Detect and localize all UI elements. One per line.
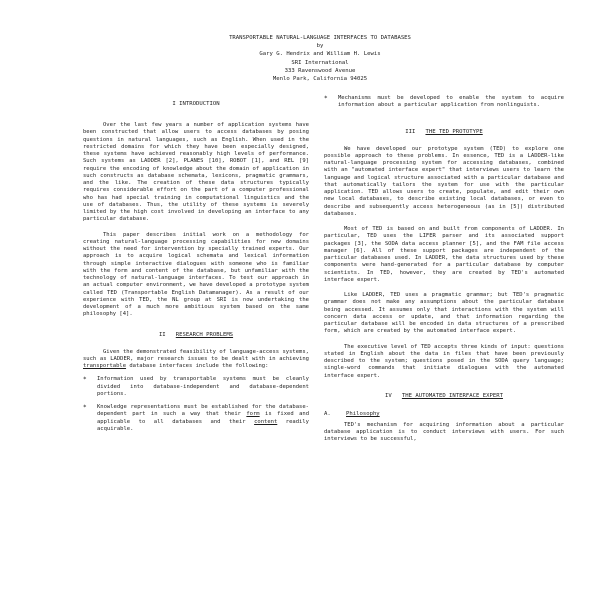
paragraph: Given the demonstrated feasibility of language-access systems, such as LADDER, major research issues to be dealt with in achieving transportable database interfaces include the following: [83, 348, 309, 369]
subsection-heading-philosophy [324, 410, 564, 418]
paragraph: We have developed our prototype system (TED) to explore one possible approach to these problems. In essence, TED is a LADDER-like natural-language processing system for accessing databases, combined with an "automated interface expert" that interviews users to learn the language and logical structure associated with a particular database and that automatically tailors the system for use with the particular application. TED allows users to create, populate, and edit their own new local databases, to describe existing local databases, or even to describe and subsequently access heterogeneous (as in [5]) distributed databases. [324, 145, 564, 217]
paper-title: TRANSPORTABLE NATURAL-LANGUAGE INTERFACES TO DATABASES [229, 35, 411, 41]
right-column [324, 95, 564, 594]
authors: Gary G. Hendrix and William H. Lewis [259, 51, 381, 58]
paragraph: TED's mechanism for acquiring information about a particular database application is to conduct interviews with users. For such interviews to be successful, [324, 421, 564, 443]
subsection-title: Philosophy [346, 410, 380, 417]
paragraph: The executive level of TED accepts three kinds of input: questions stated in English about the data in files that have been previously described to the system; questions posed in the SODA query language; single-word commands that initiate dialogues with the automated interface expert. [324, 343, 564, 379]
section-number: IV [385, 392, 392, 399]
section-title: THE TED PROTOTYPE [425, 128, 483, 135]
bullet-marker: * [83, 376, 87, 384]
paragraph: Like LADDER, TED uses a pragmatic grammar; but TED's pragmatic grammar does not make any assumptions about the particular database being accessed. It assumes only that interactions with the system will concern data access or update, and that information regarding the particular database will be encoded in data structures of a prescribed form, which are created by the automated interface expert. [324, 292, 564, 335]
section-heading-automated-interface-expert [324, 392, 564, 400]
section-title: RESEARCH PROBLEMS [175, 331, 234, 338]
street-address: 333 Ravenswood Avenue [284, 67, 356, 74]
list-item: * Mechanisms must be developed to enable the system to acquire information about a particular application from nonlinguists. [324, 95, 564, 109]
by-line: by [316, 43, 324, 50]
bullet-marker: * [324, 95, 328, 102]
paragraph: Over the last few years a number of application systems have been constructed that allow users to access databases by posing questions in natural languages, such as English. When used in the restricted domains for which they have been especially designed, these systems have achieved reasonably high levels of performance. Such systems as LADDER [2], PLANES [10], ROBOT [1], and REL [9] require the encoding of knowledge about the domain of application in such constructs as database schemata, lexicons, pragmatic grammars, and the like. The creation of these data structures typically requires considerable effort on the part of a computer professional who has had special training in computational linguistics and the use of databases. Thus, the utility of these systems is severely limited by the high cost involved in developing an interface to any particular database. [83, 122, 309, 223]
list-item: * Knowledge representations must be established for the database-dependent part in such a way that their form is fixed and applicable to all databases and their content readily acquirable. [83, 404, 309, 432]
section-number: III [405, 128, 416, 135]
paragraph: This paper describes initial work on a methodology for creating natural-language processing capabilities for new domains without the need for intervention by specially trained experts. Our approach is to acquire logical schemata and lexical information through simple interactive dialogues with someone who is familiar with the form and content of the database, but unfamiliar with the technology of natural-language interfaces. To test our approach in an actual computer environment, we have developed a prototype system called TED (Transportable English Datamanager). As a result of our experience with TED, the NL group at SRI is now undertaking the development of a much more ambitious system based on the same philosophy [4]. [83, 231, 309, 318]
city-address: Menlo Park, California 94025 [272, 76, 368, 83]
institution: SRI International [291, 59, 349, 66]
section-heading-research-problems [83, 331, 309, 339]
list-item: * Information used by transportable systems must be cleanly divided into database-independent and database-dependent portions. [83, 376, 309, 397]
section-number: II [158, 331, 166, 338]
bullet-marker: * [83, 404, 87, 411]
section-title: THE AUTOMATED INTERFACE EXPERT [401, 392, 503, 399]
left-column [83, 96, 309, 594]
paragraph: Most of TED is based on and built from components of LADDER. In particular, TED uses the LIFER parser and its associated support packages [3], the SODA data access planner [5], and the FAM file access manager [6]. All of these support packages are independent of the particular databases used. In LADDER, the data structures used by these components were hand-generated for a particular database by computer scientists. In TED, however, they are created by TED's automated interface expert. [324, 226, 564, 283]
subsection-label: A. [324, 410, 331, 417]
section-heading-ted-prototype [324, 128, 564, 136]
title-block [100, 34, 540, 83]
section-heading-introduction: I INTRODUCTION [172, 101, 220, 107]
